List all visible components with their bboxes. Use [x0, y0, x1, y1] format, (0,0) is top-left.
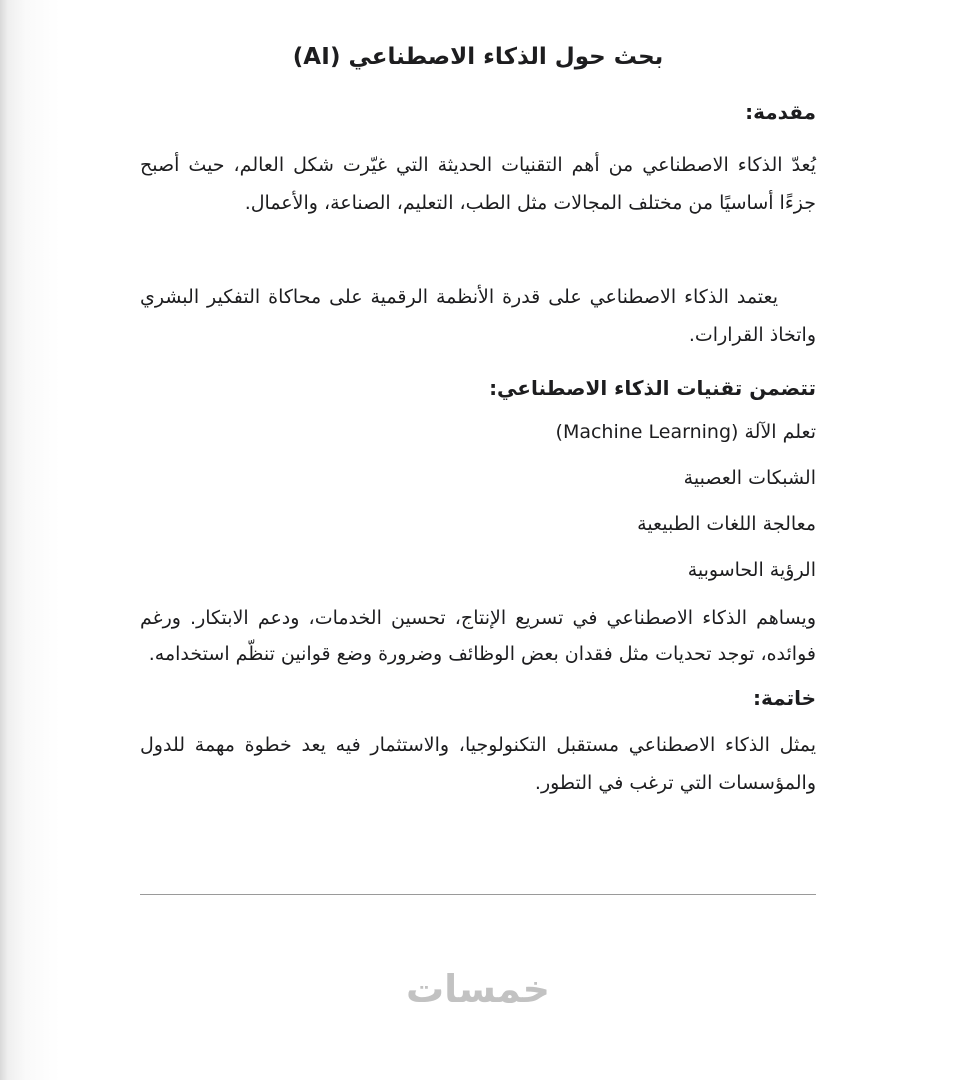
watermark-logo: خمسات	[406, 967, 550, 1011]
technology-list-item: معالجة اللغات الطبيعية	[637, 513, 816, 535]
conclusion-heading: خاتمة:	[753, 686, 816, 710]
technologies-heading: تتضمن تقنيات الذكاء الاصطناعي:	[489, 376, 816, 400]
intro-paragraph-2: يعتمد الذكاء الاصطناعي على قدرة الأنظمة الرقمية على محاكاة التفكير البشري واتخاذ القرارات.	[140, 286, 816, 346]
technology-list-item: الشبكات العصبية	[683, 467, 816, 489]
intro-paragraph-1: يُعدّ الذكاء الاصطناعي من أهم التقنيات الحديثة التي غيّرت شكل العالم، حيث أصبح جزءًا أساسيًا من مختلف المجالات مثل الطب، التعليم، الصناعة، والأعمال.	[140, 154, 816, 214]
divider	[140, 894, 816, 895]
intro-heading: مقدمة:	[745, 100, 816, 124]
conclusion-paragraph: يمثل الذكاء الاصطناعي مستقبل التكنولوجيا، والاستثمار فيه يعد خطوة مهمة للدول والمؤسسات التي ترغب في التطور.	[140, 734, 816, 794]
impact-paragraph: ويساهم الذكاء الاصطناعي في تسريع الإنتاج، تحسين الخدمات، ودعم الابتكار. ورغم فوائده، توجد تحديات مثل فقدان بعض الوظائف وضرورة وضع قوانين تنظّم استخدامه.	[140, 607, 816, 665]
technology-list-item: الرؤية الحاسوبية	[687, 559, 816, 581]
document-title: بحث حول الذكاء الاصطناعي (AI)	[292, 44, 664, 70]
technology-list-item: تعلم الآلة (Machine Learning)	[555, 421, 816, 443]
